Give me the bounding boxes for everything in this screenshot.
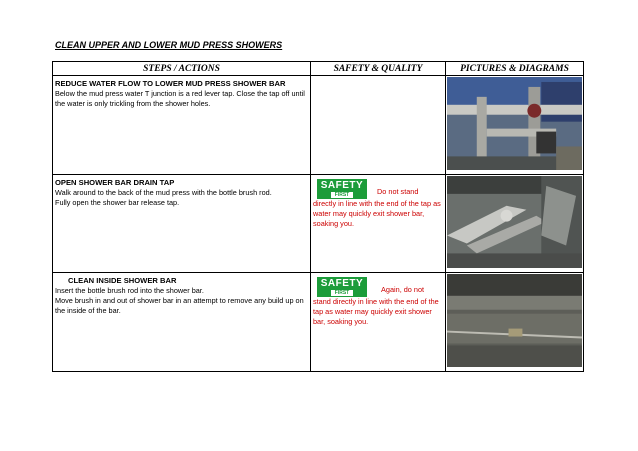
safety-cell (311, 273, 446, 372)
procedure-table (52, 61, 584, 372)
step-heading: REDUCE WATER FLOW TO LOWER MUD PRESS SHOWER BAR (55, 79, 286, 88)
step-text: Move brush in and out of shower bar in an attempt to remove any build up on the inside of the bar. (55, 296, 304, 315)
picture-cell (446, 76, 584, 175)
step-heading: OPEN SHOWER BAR DRAIN TAP (55, 178, 175, 187)
badge-top-text: SAFETY (320, 180, 364, 191)
badge-bottom-text: FIRST (331, 290, 353, 296)
safety-note-start: Again, do not (381, 285, 425, 294)
safety-note-start: Do not stand (377, 187, 419, 196)
badge-top-text: SAFETY (320, 278, 364, 289)
step-cell (53, 76, 311, 175)
drain-tap-photo (447, 176, 582, 268)
table-row (53, 273, 584, 372)
table-row (53, 76, 584, 175)
step-heading: CLEAN INSIDE SHOWER BAR (68, 276, 177, 285)
water-tap-photo (447, 77, 582, 170)
safety-first-badge (317, 277, 367, 297)
document-title: CLEAN UPPER AND LOWER MUD PRESS SHOWERS (55, 40, 283, 50)
step-cell (53, 175, 311, 273)
picture-cell (446, 273, 584, 372)
steps-header: STEPS / ACTIONS (53, 62, 311, 76)
pictures-header: PICTURES & DIAGRAMS (446, 62, 584, 76)
shower-bar-brush-photo (447, 274, 582, 367)
step-text: Walk around to the back of the mud press with the bottle brush rod. (55, 188, 272, 197)
safety-header: SAFETY & QUALITY (311, 62, 446, 76)
header-row (53, 62, 584, 76)
badge-bottom-text: FIRST (331, 192, 353, 198)
safety-cell (311, 175, 446, 273)
safety-note: stand directly in line with the end of the tap as water may quickly exit shower bar, soaking you. (313, 297, 439, 326)
safety-note: directly in line with the end of the tap as water may quickly exit shower bar, soaking you. (313, 199, 441, 228)
step-text: Insert the bottle brush rod into the shower bar. (55, 286, 204, 295)
step-cell (53, 273, 311, 372)
picture-cell (446, 175, 584, 273)
table-row (53, 175, 584, 273)
safety-cell (311, 76, 446, 175)
step-text: Fully open the shower bar release tap. (55, 198, 180, 207)
safety-first-badge (317, 179, 367, 199)
step-text: Below the mud press water T junction is a red lever tap. Close the tap off until the water is only trickling from the shower holes. (55, 89, 305, 108)
